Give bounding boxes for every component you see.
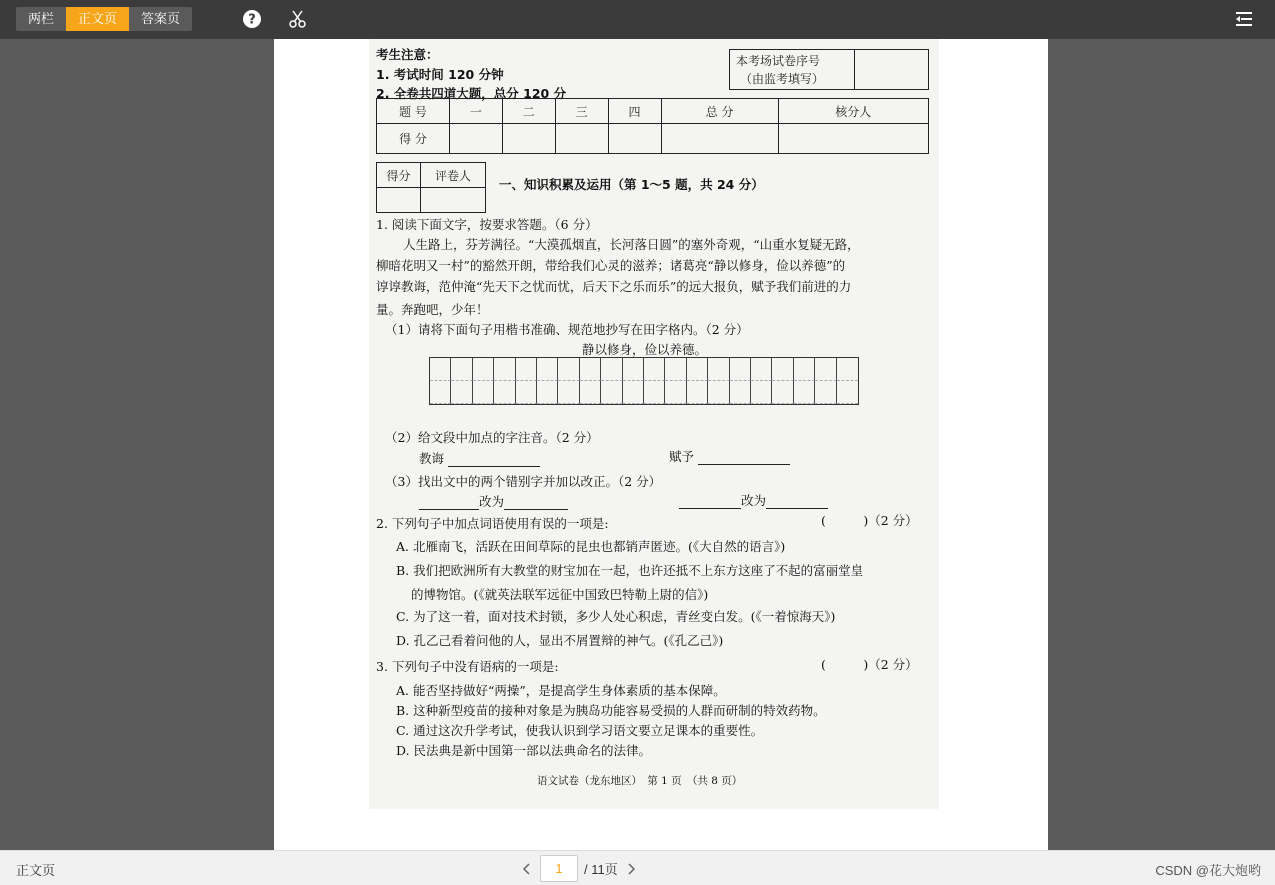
score-table xyxy=(376,98,929,154)
q1-word1-line xyxy=(419,449,540,467)
grader-table xyxy=(376,162,486,213)
q1-para3: 谆谆教诲，范仲淹“先天下之忧而忧，后天下之乐而乐”的远大报负，赋予我们前进的力 xyxy=(376,279,852,294)
pager xyxy=(520,855,638,882)
exam-page-scan xyxy=(369,39,939,809)
menu-collapse-icon[interactable] xyxy=(1234,9,1254,29)
q1-para2: 柳暗花明又一村”的豁然开朗，带给我们心灵的滋养；诸葛亮“静以修身，俭以养德”的 xyxy=(376,258,846,273)
scissors-icon[interactable] xyxy=(288,9,308,29)
q3-title: 3. 下列句子中没有语病的一项是: xyxy=(376,659,559,674)
q1-word1: 教诲 xyxy=(419,451,445,466)
prev-page-icon[interactable] xyxy=(520,862,534,876)
document-viewer[interactable] xyxy=(274,39,1048,850)
tab-answer-page[interactable]: 答案页 xyxy=(141,11,181,26)
q2-option-d: D. 孔乙己看着问他的人，显出不屑置辩的神气。(《孔乙己》) xyxy=(396,633,724,648)
q1-para1: 人生路上，芬芳满径。“大漠孤烟直，长河落日圆”的塞外奇观，“山重水复疑无路， xyxy=(403,237,860,252)
page-number-input[interactable] xyxy=(540,855,578,882)
score-col-label: 题 号 xyxy=(377,99,450,124)
top-toolbar xyxy=(0,0,1275,39)
score-col-total: 总 分 xyxy=(661,99,778,124)
page-total: / 11页 xyxy=(584,862,618,877)
score-col-checker: 核分人 xyxy=(778,99,928,124)
q1-sub2: （2）给文段中加点的字注音。（2 分） xyxy=(385,430,599,445)
q2-option-a: A. 北雁南飞，活跃在田间草际的昆虫也都销声匿迹。(《大自然的语言》) xyxy=(396,539,786,554)
q2-score: ( )（2 分） xyxy=(821,513,918,528)
svg-text:?: ? xyxy=(248,12,256,28)
seat-number-box xyxy=(729,49,929,90)
q3-score: ( )（2 分） xyxy=(821,657,918,672)
q2-option-b1: B. 我们把欧洲所有大教堂的财宝加在一起，也许还抵不上东方这座了不起的富丽堂皇 xyxy=(396,563,864,578)
notice-1: 1. 考试时间 120 分钟 xyxy=(376,67,504,82)
score-col-3: 三 xyxy=(555,99,608,124)
seat-box-line2: （由监考填写） xyxy=(740,71,825,86)
q1-para4: 量。奔跑吧，少年！ xyxy=(376,302,489,317)
q3-option-b: B. 这种新型疫苗的接种对象是为胰岛功能容易受损的人群而研制的特效药物。 xyxy=(396,703,826,718)
q1-change-1: 改为 xyxy=(419,492,568,510)
notice-2: 2. 全卷共四道大题，总分 120 分 xyxy=(376,86,567,101)
q2-option-b2: 的博物馆。(《就英法联军远征中国致巴特勒上尉的信》) xyxy=(411,587,709,602)
page-footer: 语文试卷（龙东地区） 第 1 页 （共 8 页） xyxy=(537,775,743,787)
score-col-1: 一 xyxy=(450,99,503,124)
grader-score-label: 得分 xyxy=(377,163,421,188)
q1-word2-line xyxy=(669,447,790,465)
tab-two-column[interactable]: 两栏 xyxy=(28,11,55,26)
q1-title: 1. 阅读下面文字，按要求答题。（6 分） xyxy=(376,217,598,232)
current-view-label: 正文页 xyxy=(16,863,56,878)
grader-name-label: 评卷人 xyxy=(420,163,485,188)
q2-title: 2. 下列句子中加点词语使用有误的一项是: xyxy=(376,516,609,531)
score-col-4: 四 xyxy=(608,99,661,124)
q1-copy-sentence: 静以修身，俭以养德。 xyxy=(582,342,708,357)
help-icon[interactable] xyxy=(242,9,262,29)
tianzige-grid xyxy=(429,357,859,405)
next-page-icon[interactable] xyxy=(624,862,638,876)
score-col-2: 二 xyxy=(502,99,555,124)
watermark: CSDN @花大炮哟 xyxy=(1155,863,1261,878)
q1-sub1: （1）请将下面句子用楷书准确、规范地抄写在田字格内。（2 分） xyxy=(385,322,749,337)
tab-main-page[interactable]: 正文页 xyxy=(66,7,129,31)
status-bar xyxy=(0,850,1275,885)
q3-option-c: C. 通过这次升学考试，使我认识到学习语文要立足课本的重要性。 xyxy=(396,723,764,738)
section1-title: 一、知识积累及运用（第 1～5 题，共 24 分） xyxy=(499,177,764,192)
notice-title: 考生注意： xyxy=(376,47,439,62)
q2-option-c: C. 为了这一着，面对技术封锁，多少人处心积虑，青丝变白发。(《一着惊海天》) xyxy=(396,609,836,624)
q1-word2: 赋予 xyxy=(669,449,695,464)
seat-box-line1: 本考场试卷序号 xyxy=(736,53,821,68)
q1-change-2: 改为 xyxy=(679,491,828,509)
q1-sub3: （3）找出文中的两个错别字并加以改正。（2 分） xyxy=(385,474,662,489)
q3-option-d: D. 民法典是新中国第一部以法典命名的法律。 xyxy=(396,743,652,758)
q3-option-a: A. 能否坚持做好“两操”，是提高学生身体素质的基本保障。 xyxy=(396,683,726,698)
view-mode-switch xyxy=(16,7,192,31)
score-row-label: 得 分 xyxy=(377,124,450,154)
